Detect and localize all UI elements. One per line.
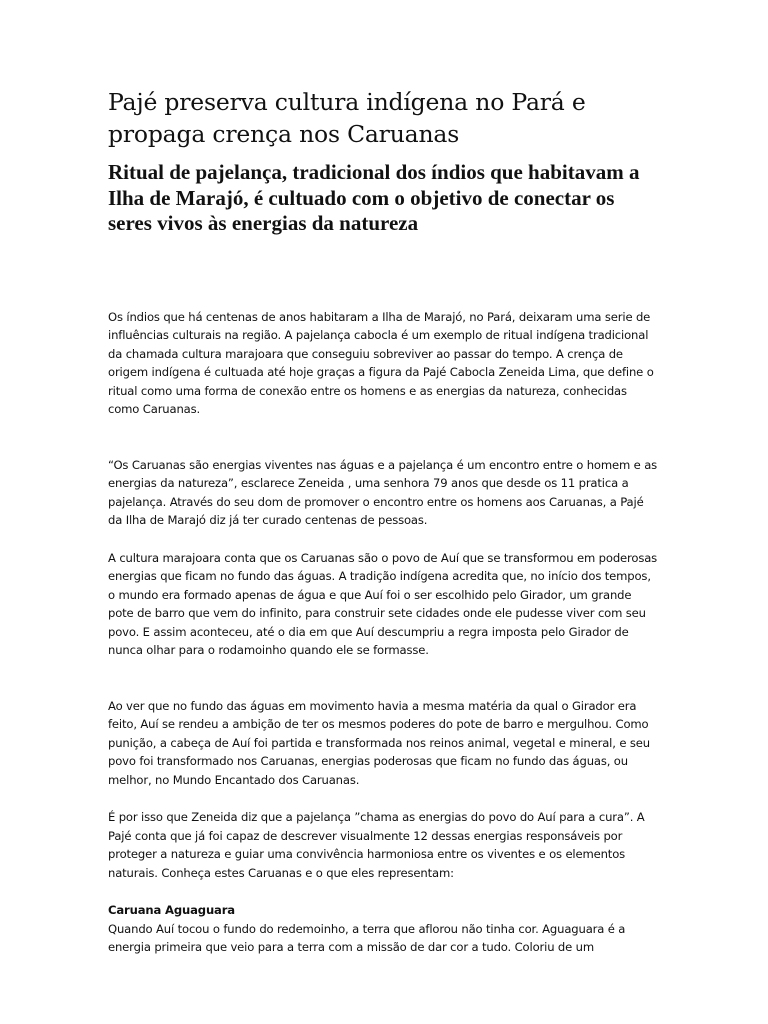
paragraph-punishment: Ao ver que no fundo das águas em movimento havia a mesma matéria da qual o Girador era feito, Auí se rendeu a ambição de ter os mesmos poderes do pote de barro e mergulhou. Como punição, a cabeça de Auí foi partida e transformada nos reinos animal, vegetal e mineral, e seu povo foi transformado nos Caruanas, energias poderosas que ficam no fundo das águas, ou melhor, no Mundo Encantado dos Caruanas.	[108, 698, 650, 787]
paragraph-legend: A cultura marajoara conta que os Caruanas são o povo de Auí que se transformou em poderosas energias que ficam no fundo das águas. A tradição indígena acredita que, no início dos tempos, o mundo era formado apenas de água e que Auí foi o ser escolhido pelo Girador, um grande pote de barro que vem do infinito, para construir sete cidades onde ele pudesse viver com seu povo. E assim aconteceu, até o dia em que Auí descumpriu a regra imposta pelo Girador de nunca olhar para o rodamoinho quando ele se formasse.	[108, 550, 658, 657]
section-heading: Caruana Aguaguara	[108, 903, 235, 917]
article-subtitle: Ritual de pajelança, tradicional dos índios que habitavam a Ilha de Marajó, é cultuado com o objetivo de conectar os seres vivos às energias da natureza	[108, 160, 640, 235]
article-page	[108, 86, 660, 957]
paragraph-intro: Os índios que há centenas de anos habitaram a Ilha de Marajó, no Pará, deixaram uma serie de influências culturais na região. A pajelança cabocla é um exemplo de ritual indígena tradicional da chamada cultura marajoara que conseguiu sobreviver ao passar do tempo. A crença de origem indígena é cultuada até hoje graças a figura da Pajé Cabocla Zeneida Lima, que define o ritual como uma forma de conexão entre os homens e as energias da natureza, conhecidas como Caruanas.	[108, 309, 654, 416]
paragraph-energies: É por isso que Zeneida diz que a pajelança ”chama as energias do povo do Auí para a cura”. A Pajé conta que já foi capaz de descrever visualmente 12 dessas energias responsáveis por proteger a natureza e guiar uma convivência harmoniosa entre os viventes e os elementos naturais. Conheça estes Caruanas e o que eles representam:	[108, 810, 645, 880]
paragraph-quote: “Os Caruanas são energias viventes nas águas e a pajelança é um encontro entre o homem e as energias da natureza”, esclarece Zeneida , uma senhora 79 anos que desde os 11 pratica a pajelança. Através do seu dom de promover o encontro entre os homens aos Caruanas, a Pajé da Ilha de Marajó diz já ter curado centenas de pessoas.	[108, 457, 658, 527]
article-title: Pajé preserva cultura indígena no Pará e propaga crença nos Caruanas	[108, 88, 586, 148]
section-paragraph: Quando Auí tocou o fundo do redemoinho, a terra que aflorou não tinha cor. Aguaguara é a energia primeira que veio para a terra com a missão de dar cor a tudo. Coloriu de um	[108, 921, 626, 954]
